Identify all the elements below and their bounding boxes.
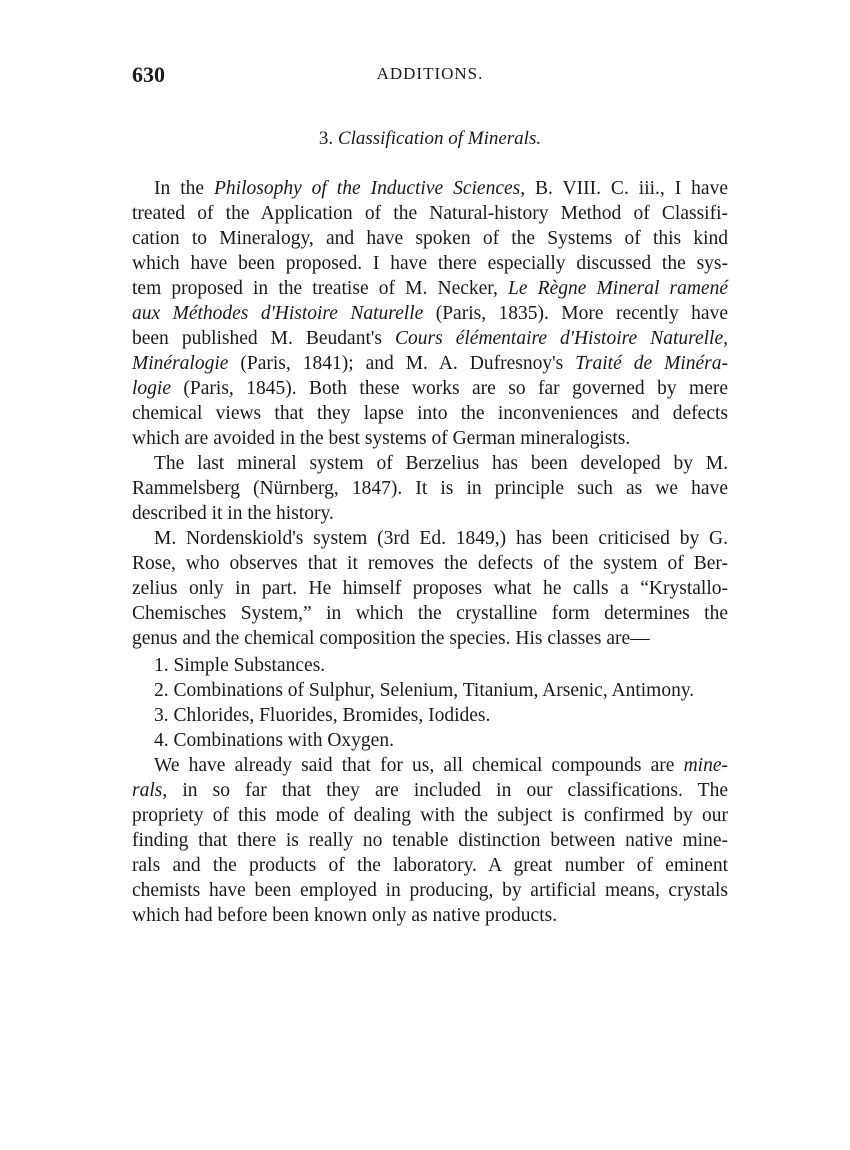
page-number: 630 [132, 62, 165, 87]
text-line: Rose, who observes that it removes the defects of the system of Ber- [132, 553, 728, 574]
page-header [132, 62, 728, 92]
text-line: In the Philosophy of the Inductive Sciences, B. VIII. C. iii., I have [154, 178, 728, 199]
text-line: chemical views that they lapse into the inconveniences and defects [132, 403, 728, 424]
text-line: The last mineral system of Berzelius has been developed by M. [154, 453, 728, 474]
text-line: cation to Mineralogy, and have spoken of the Systems of this kind [132, 228, 728, 249]
list-item: 3. Chlorides, Fluorides, Bromides, Iodides. [154, 705, 491, 726]
running-head: ADDITIONS. [376, 64, 484, 83]
text-line: zelius only in part. He himself proposes what he calls a “Krystallo- [132, 578, 728, 599]
text-line: chemists have been employed in producing, by artificial means, crystals [132, 880, 728, 901]
text-line: tem proposed in the treatise of M. Necker, Le Règne Mineral ramené [132, 278, 728, 299]
text-line: which are avoided in the best systems of German mineralogists. [132, 428, 631, 449]
text-line: We have already said that for us, all chemical compounds are mine- [154, 755, 728, 776]
text-line: Minéralogie (Paris, 1841); and M. A. Dufresnoy's Traité de Minéra- [132, 353, 728, 374]
text-line: M. Nordenskiold's system (3rd Ed. 1849,) has been criticised by G. [154, 528, 728, 549]
text-line: which had before been known only as native products. [132, 905, 558, 926]
text-line: treated of the Application of the Natural-history Method of Classifi- [132, 203, 728, 224]
text-line: been published M. Beudant's Cours élémentaire d'Histoire Naturelle, [132, 328, 728, 349]
text-line: rals, in so far that they are included in our classifications. The [132, 780, 728, 801]
text-line: described it in the history. [132, 503, 334, 524]
list-item: 1. Simple Substances. [154, 655, 326, 676]
text-line: genus and the chemical composition the species. His classes are— [132, 628, 650, 649]
text-line: which have been proposed. I have there especially discussed the sys- [132, 253, 728, 274]
list-item: 2. Combinations of Sulphur, Selenium, Titanium, Arsenic, Antimony. [154, 680, 695, 701]
text-line: Chemisches System,” in which the crystalline form determines the [132, 603, 728, 624]
section-title: Classification of Minerals. [337, 128, 542, 149]
text-line: propriety of this mode of dealing with the subject is confirmed by our [132, 805, 728, 826]
text-line: Rammelsberg (Nürnberg, 1847). It is in principle such as we have [132, 478, 728, 499]
section-number: 3. [318, 128, 334, 149]
text-line: rals and the products of the laboratory. A great number of eminent [132, 855, 728, 876]
text-line: aux Méthodes d'Histoire Naturelle (Paris, 1835). More recently have [132, 303, 728, 324]
text-line: finding that there is really no tenable distinction between native mine- [132, 830, 728, 851]
list-item: 4. Combinations with Oxygen. [154, 730, 394, 751]
section-heading [132, 128, 728, 150]
text-line: logie (Paris, 1845). Both these works are so far governed by mere [132, 378, 728, 399]
